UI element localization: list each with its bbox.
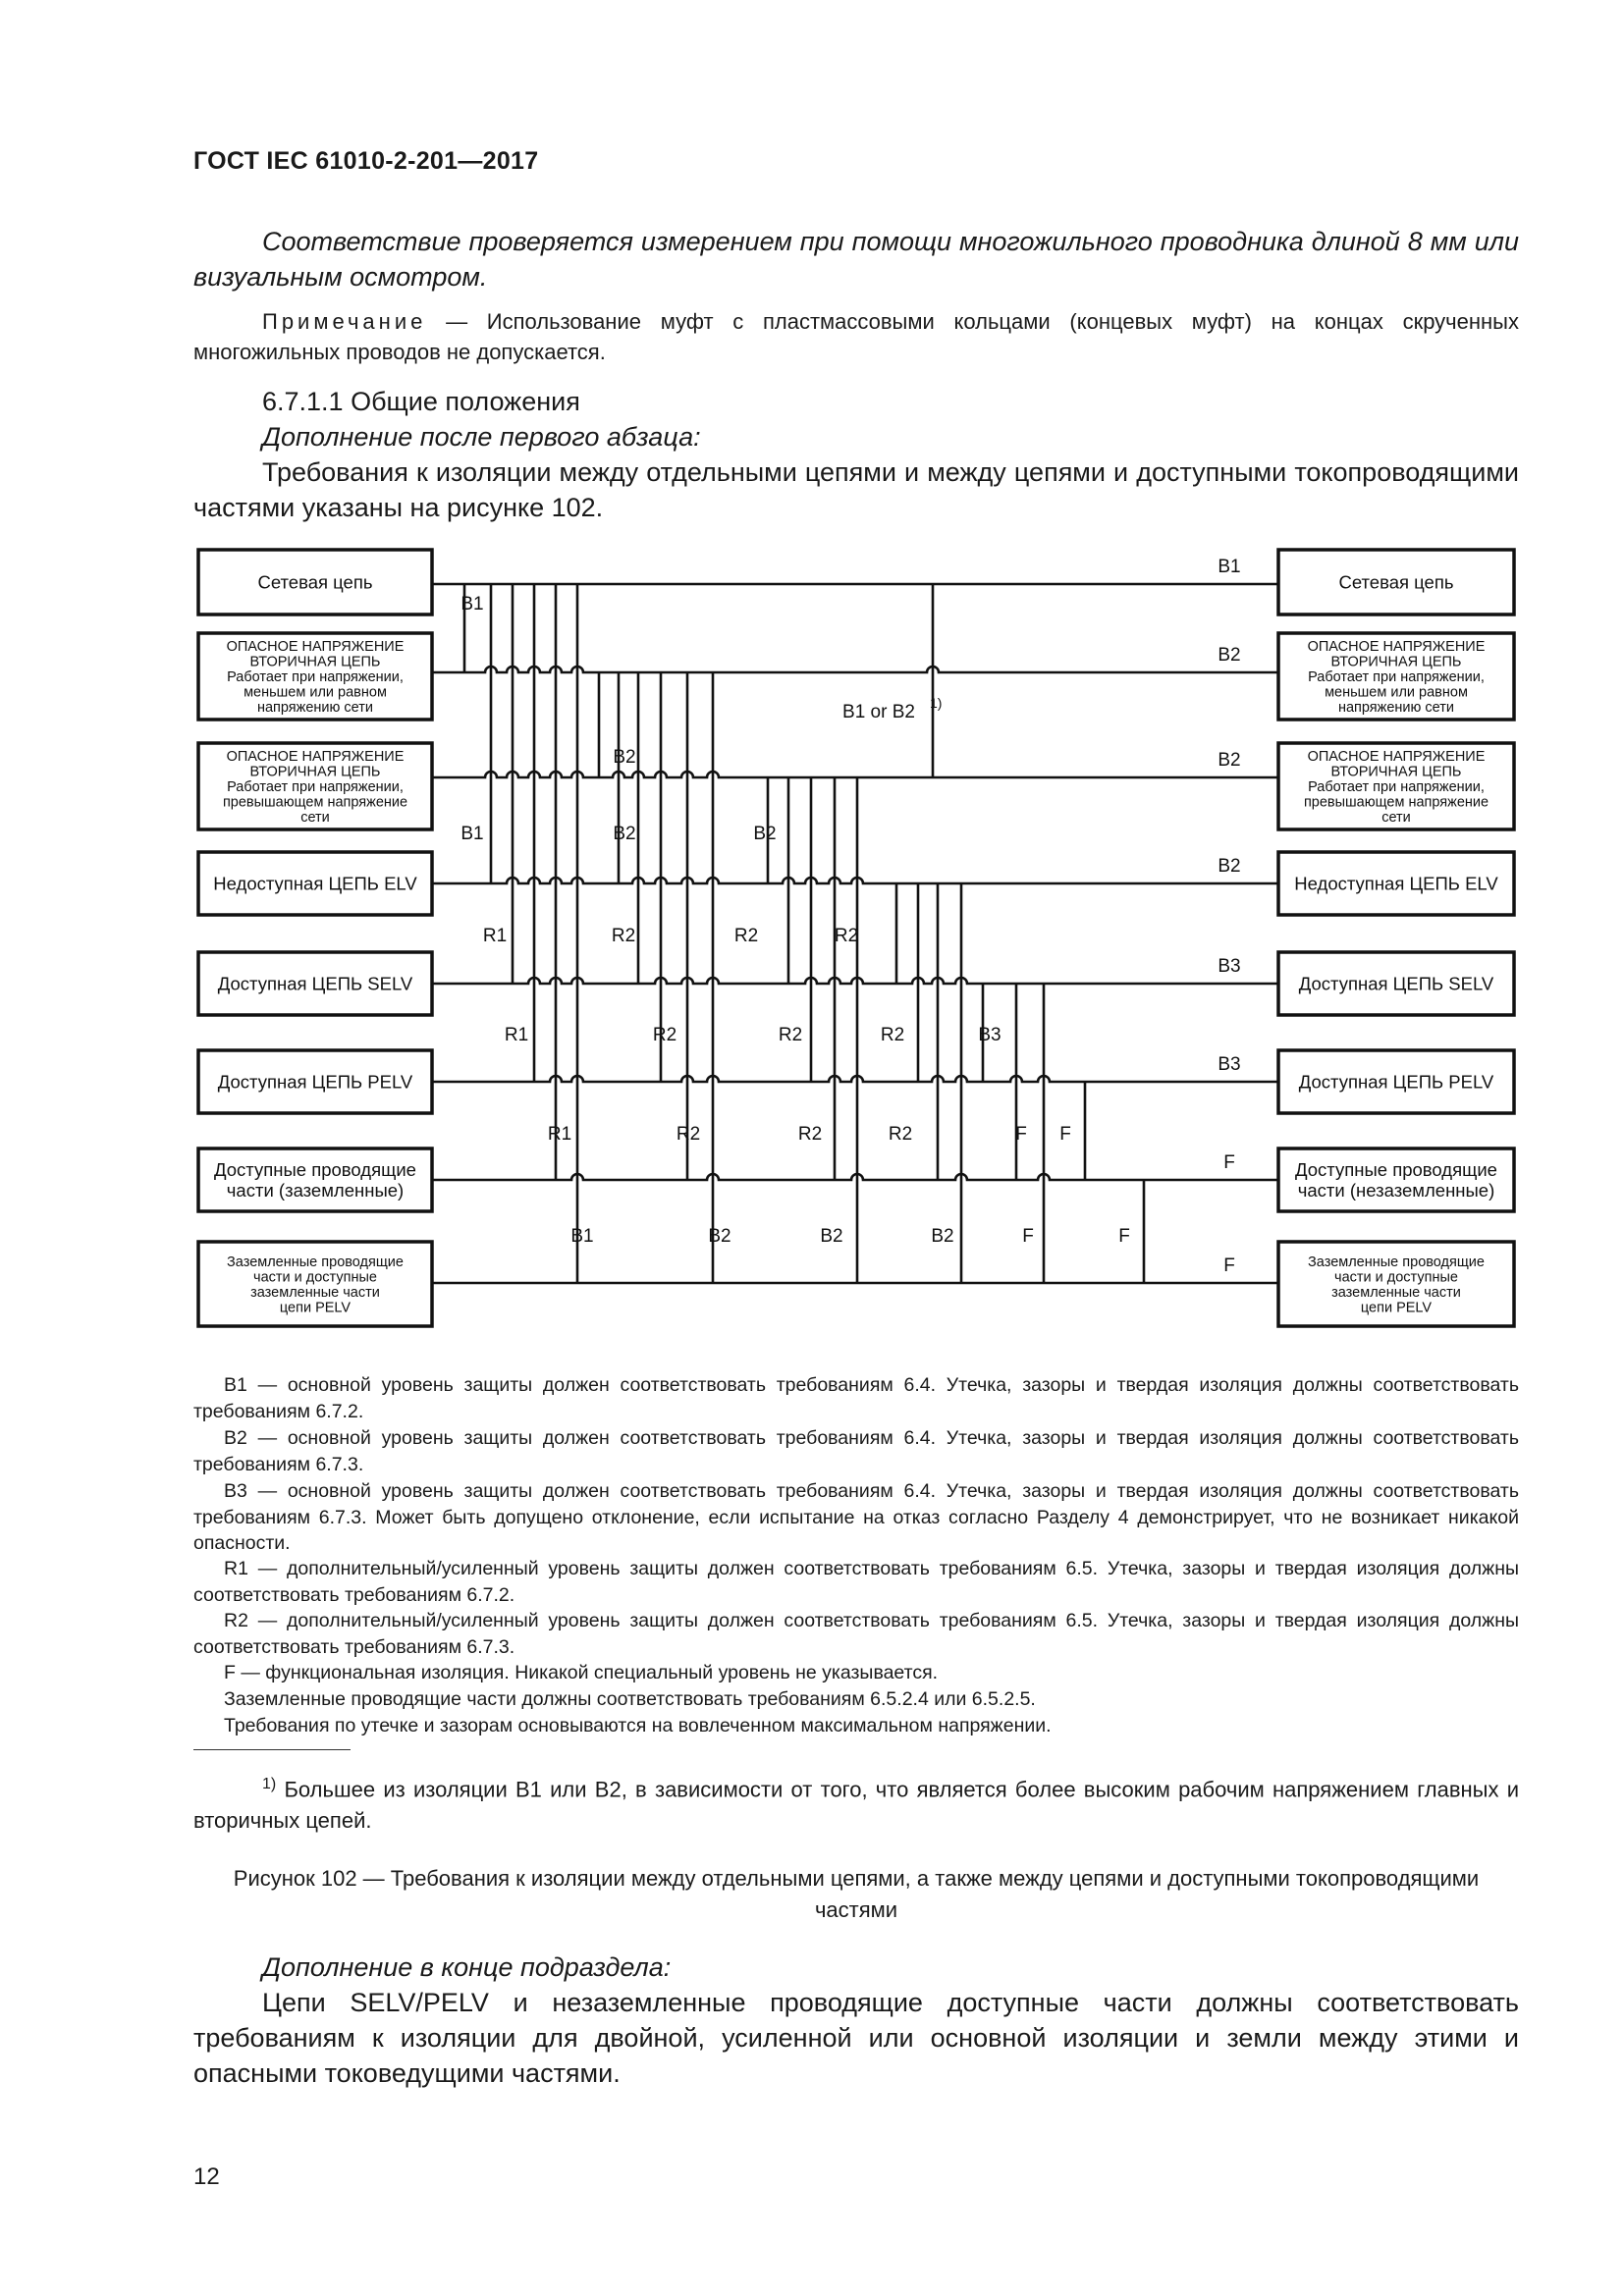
left-box-3-line-1: ОПАСНОЕ НАПРЯЖЕНИЕ (226, 749, 405, 766)
left-box-4-line-1: Недоступная ЦЕПЬ ELV (213, 873, 417, 894)
right-box-8-line-2: части и доступные (1334, 1269, 1458, 1286)
legend-b3: B3 — основной уровень защиты должен соответствовать требованиям 6.4. Утечка, зазоры и твердая изоляция должны соответствовать требованиям 6.7.3. Может быть допущено отклонение, если испытание на отказ согласно Разделу 4 демонстрирует, что не возникает никакой опасности. (193, 1480, 1519, 1554)
connector-label-9: R2 (834, 926, 859, 946)
legend-b1: B1 — основной уровень защиты должен соответствовать требованиям 6.4. Утечка, зазоры и твердая изоляция должны соответствовать требованиям 6.7.2. (193, 1374, 1519, 1422)
row-label-2: B2 (1218, 645, 1241, 666)
left-box-2-line-3: Работает при напряжении, (227, 669, 404, 686)
section-heading: 6.7.1.1 Общие положения (262, 387, 580, 416)
left-box-5-line-1: Доступная ЦЕПЬ SELV (217, 973, 413, 994)
wire-row-5 (432, 978, 1278, 984)
right-box-2-line-5: напряжению сети (1337, 700, 1455, 717)
footnote-marker: 1) (262, 1776, 277, 1792)
legend-f: F — функциональная изоляция. Никакой специальный уровень не указывается. (224, 1662, 939, 1683)
connector-label-12: R2 (778, 1025, 803, 1045)
row-label-7: F (1223, 1152, 1235, 1173)
left-box-2-line-2: ВТОРИЧНАЯ ЦЕПЬ (249, 654, 381, 670)
right-box-2-line-3: Работает при напряжении, (1308, 669, 1485, 686)
connector-label-1: B1 (460, 594, 484, 614)
right-box-8-line-4: цепи PELV (1360, 1300, 1433, 1316)
wire-row-7 (432, 1174, 1278, 1180)
legend-r2: R2 — дополнительный/усиленный уровень защиты должен соответствовать требованиям 6.5. Утечка, зазоры и твердая изоляция должны соответствовать требованиям 6.7.3. (193, 1610, 1519, 1658)
connector-label-16: R2 (676, 1124, 701, 1145)
row-label-4: B2 (1218, 856, 1241, 877)
connector-label-7: R2 (611, 926, 636, 946)
connector-label-2: B2 (613, 747, 636, 768)
selv-pelv-paragraph: Цепи SELV/PELV и незаземленные проводящие доступные части должны соответствовать требованиям к изоляции для двойной, усиленной или основной изоляции и земли между этими и опасными токоведущими частями. (193, 1988, 1519, 2088)
row-label-5: B3 (1218, 956, 1241, 977)
footnote-separator (193, 1749, 351, 1750)
row-label-8: F (1223, 1255, 1235, 1276)
left-box-2-line-4: меньшем или равном (244, 684, 387, 701)
connector-label-21: B1 (570, 1226, 594, 1247)
right-box-2-line-1: ОПАСНОЕ НАПРЯЖЕНИЕ (1307, 639, 1486, 656)
connector-label-5: B2 (753, 824, 777, 844)
right-box-4-line-1: Недоступная ЦЕПЬ ELV (1294, 873, 1498, 894)
wire-row-2 (432, 667, 1278, 672)
center-label-sup: 1) (930, 695, 943, 711)
connector-label-22: B2 (708, 1226, 731, 1247)
left-box-8-line-1: Заземленные проводящие (227, 1254, 404, 1270)
left-box-3-line-5: сети (300, 810, 330, 827)
note-text: — Использование муфт с пластмассовыми кольцами (концевых муфт) на концах скрученных многожильных проводов не допускается. (193, 309, 1519, 364)
connector-label-19: F (1015, 1124, 1027, 1145)
right-box-3-line-5: сети (1381, 810, 1411, 827)
connector-label-20: F (1059, 1124, 1071, 1145)
wire-row-6 (432, 1076, 1278, 1082)
right-box-3-line-2: ВТОРИЧНАЯ ЦЕПЬ (1330, 764, 1462, 780)
page-number: 12 (193, 2163, 220, 2190)
row-label-3: B2 (1218, 750, 1241, 771)
right-box-7-line-1: Доступные проводящие (1295, 1159, 1497, 1181)
compliance-paragraph: Соответствие проверяется измерением при помощи многожильного проводника длиной 8 мм или визуальным осмотром. (193, 227, 1519, 292)
legend-grounded: Заземленные проводящие части должны соответствовать требованиям 6.5.2.4 или 6.5.2.5. (224, 1688, 1036, 1710)
left-box-8-line-2: части и доступные (253, 1269, 377, 1286)
right-box-1-line-1: Сетевая цепь (1338, 571, 1454, 593)
footnote-text: Большее из изоляции B1 или B2, в зависимости от того, что является более высоким рабочим напряжением главных и вторичных цепей. (193, 1777, 1519, 1834)
left-box-7-line-1: Доступные проводящие (214, 1159, 416, 1181)
insulation-diagram (191, 535, 1527, 1340)
legend-r1: R1 — дополнительный/усиленный уровень защиты должен соответствовать требованиям 6.5. Утечка, зазоры и твердая изоляция должны соответствовать требованиям 6.7.2. (193, 1558, 1519, 1606)
footnote (193, 1769, 1519, 1837)
connector-label-14: B3 (978, 1025, 1001, 1045)
note-paragraph (193, 306, 1519, 367)
addition-heading-1: Дополнение после первого абзаца: (262, 422, 701, 452)
right-box-7-line-2: части (незаземленные) (1297, 1180, 1495, 1201)
left-box-2-line-1: ОПАСНОЕ НАПРЯЖЕНИЕ (226, 639, 405, 656)
wire-row-4 (432, 878, 1278, 883)
left-box-6-line-1: Доступная ЦЕПЬ PELV (217, 1071, 413, 1093)
left-box-3-line-3: Работает при напряжении, (227, 779, 404, 796)
center-label: B1 or B2 (842, 702, 915, 722)
connector-label-13: R2 (880, 1025, 905, 1045)
right-box-8-line-1: Заземленные проводящие (1308, 1254, 1485, 1270)
connector-label-17: R2 (797, 1124, 823, 1145)
figure-caption: Рисунок 102 — Требования к изоляции между отдельными цепями, а также между цепями и доступными токопроводящими частями (233, 1866, 1480, 1922)
left-box-2-line-5: напряжению сети (256, 700, 374, 717)
note-label: Примечание (262, 309, 427, 334)
right-box-3-line-4: превышающем напряжение (1303, 794, 1489, 811)
right-box-8-line-3: заземленные части (1331, 1284, 1461, 1301)
left-box-3-line-4: превышающем напряжение (222, 794, 408, 811)
connector-label-4: B2 (613, 824, 636, 844)
connector-label-15: R1 (547, 1124, 572, 1145)
connector-label-26: F (1118, 1226, 1130, 1247)
connector-label-8: R2 (733, 926, 759, 946)
right-box-3-line-1: ОПАСНОЕ НАПРЯЖЕНИЕ (1307, 749, 1486, 766)
legend-creepage: Требования по утечке и зазорам основываются на вовлеченном максимальном напряжении. (224, 1715, 1052, 1736)
requirements-paragraph: Требования к изоляции между отдельными цепями и между цепями и доступными токопроводящими частями указаны на рисунке 102. (193, 457, 1519, 522)
row-label-1: B1 (1218, 557, 1241, 577)
left-box-8-line-3: заземленные части (250, 1284, 380, 1301)
connector-label-6: R1 (482, 926, 508, 946)
connector-label-23: B2 (820, 1226, 843, 1247)
left-box-3-line-2: ВТОРИЧНАЯ ЦЕПЬ (249, 764, 381, 780)
right-box-2-line-2: ВТОРИЧНАЯ ЦЕПЬ (1330, 654, 1462, 670)
legend-b2: B2 — основной уровень защиты должен соответствовать требованиям 6.4. Утечка, зазоры и твердая изоляция должны соответствовать требованиям 6.7.3. (193, 1427, 1519, 1475)
addition-heading-2: Дополнение в конце подраздела: (262, 1952, 672, 1982)
right-box-6-line-1: Доступная ЦЕПЬ PELV (1298, 1071, 1494, 1093)
connector-label-18: R2 (888, 1124, 913, 1145)
row-label-6: B3 (1218, 1054, 1241, 1075)
document-header: ГОСТ IEC 61010-2-201—2017 (193, 147, 539, 175)
connector-label-10: R1 (504, 1025, 529, 1045)
connector-label-25: F (1022, 1226, 1034, 1247)
left-box-7-line-2: части (заземленные) (226, 1180, 405, 1201)
wire-row-3 (432, 772, 1278, 777)
left-box-8-line-4: цепи PELV (279, 1300, 352, 1316)
connector-label-24: B2 (931, 1226, 954, 1247)
connector-label-3: B1 (460, 824, 484, 844)
right-box-3-line-3: Работает при напряжении, (1308, 779, 1485, 796)
connector-label-11: R2 (652, 1025, 677, 1045)
right-box-2-line-4: меньшем или равном (1325, 684, 1468, 701)
left-box-1-line-1: Сетевая цепь (257, 571, 373, 593)
right-box-5-line-1: Доступная ЦЕПЬ SELV (1298, 973, 1494, 994)
